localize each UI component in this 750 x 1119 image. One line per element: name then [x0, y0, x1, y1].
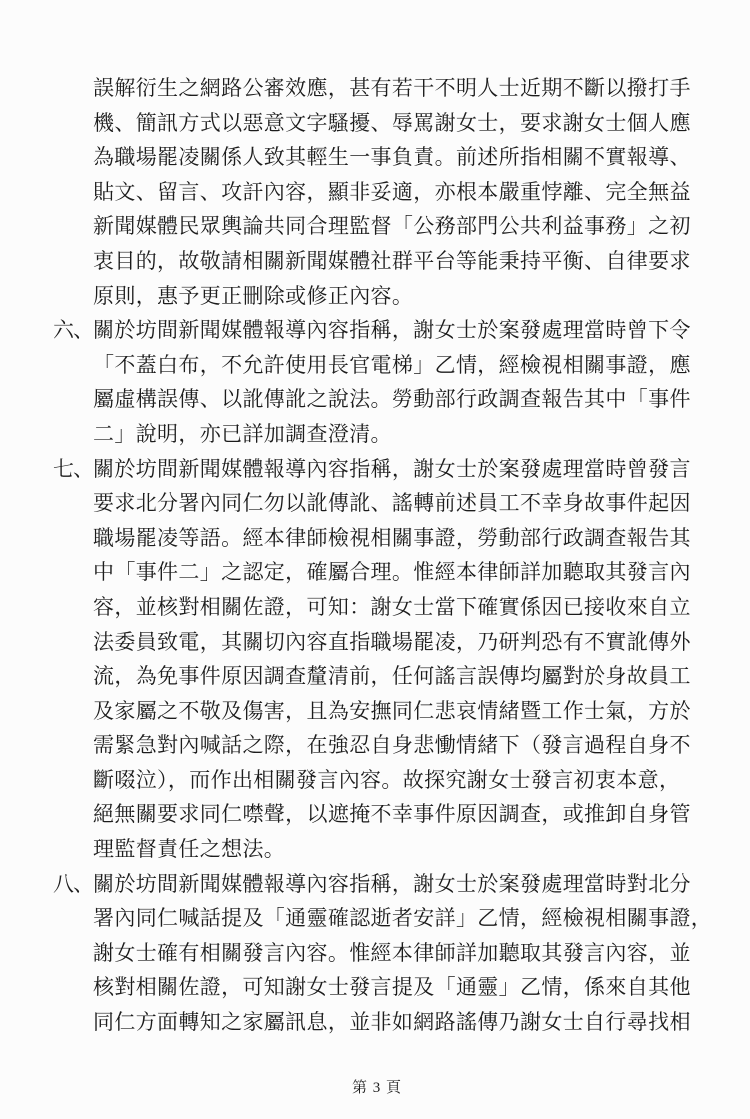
item-number-marker: 七、	[53, 456, 93, 481]
item-number-marker: 八、	[53, 871, 93, 896]
line-text: 容，並核對相關佐證，可知：謝女士當下確實係因已接收來自立	[93, 594, 691, 619]
line-text: 絕無關要求同仁噤聲，以遮掩不幸事件原因調查，或推卸自身管	[93, 802, 691, 827]
text-line	[53, 348, 713, 383]
intro-paragraph	[53, 71, 713, 313]
text-line	[53, 106, 713, 141]
text-line	[53, 313, 713, 348]
line-text: 需緊急對內喊話之際，在強忍自身悲慟情緒下（發言過程自身不	[93, 733, 691, 758]
line-text: 中「事件二」之認定，確屬合理。惟經本律師詳加聽取其發言內	[93, 560, 691, 585]
line-text: 誤解衍生之網路公審效應，甚有若干不明人士近期不斷以撥打手	[93, 76, 691, 100]
document-body	[53, 71, 713, 1040]
text-line	[53, 625, 713, 660]
text-line	[53, 901, 713, 936]
list-item-8	[53, 867, 713, 1040]
text-line	[53, 970, 713, 1005]
text-line	[53, 797, 713, 832]
text-line	[53, 1005, 713, 1040]
text-line	[53, 521, 713, 556]
text-line	[53, 763, 713, 798]
text-line	[53, 244, 713, 279]
item-number-marker: 六、	[53, 318, 93, 343]
line-text: 屬虛構誤傳、以訛傳訛之說法。勞動部行政調查報告其中「事件	[93, 387, 691, 412]
text-line	[53, 867, 713, 902]
line-text: 貼文、留言、攻訐內容，顯非妥適，亦根本嚴重悖離、完全無益	[93, 179, 691, 204]
list-item-6	[53, 313, 713, 451]
line-text: 二」說明，亦已詳加調查澄清。	[93, 421, 392, 446]
text-line	[53, 659, 713, 694]
text-line	[53, 382, 713, 417]
line-text: 原則，惠予更正刪除或修正內容。	[93, 283, 414, 308]
list-item-7	[53, 452, 713, 867]
line-text: 關於坊間新聞媒體報導內容指稱，謝女士於案發處理當時曾下令	[93, 318, 691, 343]
line-text: 斷啜泣），而作出相關發言內容。故探究謝女士發言初衷本意，	[93, 767, 681, 792]
text-line	[53, 590, 713, 625]
text-line	[53, 452, 713, 487]
line-text: 關於坊間新聞媒體報導內容指稱，謝女士於案發處理當時曾發言	[93, 456, 691, 481]
text-line	[53, 209, 713, 244]
text-line	[53, 694, 713, 729]
line-text: 為職場罷凌關係人致其輕生一事負責。前述所指相關不實報導、	[93, 145, 691, 170]
line-text: 衷目的，故敬請相關新聞媒體社群平台等能秉持平衡、自律要求	[93, 248, 691, 273]
line-text: 新聞媒體民眾輿論共同合理監督「公務部門公共利益事務」之初	[93, 214, 691, 239]
page-number: 第 3 頁	[351, 1080, 402, 1096]
text-line	[53, 936, 713, 971]
line-text: 同仁方面轉知之家屬訊息，並非如網路謠傳乃謝女士自行尋找相	[93, 1010, 691, 1035]
line-text: 流，為免事件原因調查釐清前，任何謠言誤傳均屬對於身故員工	[93, 664, 691, 689]
line-text: 理監督責任之想法。	[93, 837, 286, 862]
line-text: 署內同仁喊話提及「通靈確認逝者安詳」乙情，經檢視相關事證，	[93, 906, 713, 931]
line-text: 關於坊間新聞媒體報導內容指稱，謝女士於案發處理當時對北分	[93, 871, 691, 896]
text-line	[53, 417, 713, 452]
line-text: 要求北分署內同仁勿以訛傳訛、謠轉前述員工不幸身故事件起因	[93, 491, 691, 516]
line-text: 機、簡訊方式以惡意文字騷擾、辱罵謝女士，要求謝女士個人應	[93, 110, 691, 135]
text-line	[53, 555, 713, 590]
text-line	[53, 175, 713, 210]
line-text: 職場罷凌等語。經本律師檢視相關事證，勞動部行政調查報告其	[93, 525, 691, 550]
text-line	[53, 832, 713, 867]
text-line	[53, 71, 713, 106]
text-line	[53, 728, 713, 763]
line-text: 及家屬之不敬及傷害，且為安撫同仁悲哀情緒暨工作士氣，方於	[93, 698, 691, 723]
text-line	[53, 140, 713, 175]
text-line	[53, 279, 713, 314]
line-text: 法委員致電，其關切內容直指職場罷凌，乃研判恐有不實訛傳外	[93, 629, 691, 654]
line-text: 核對相關佐證，可知謝女士發言提及「通靈」乙情，係來自其他	[93, 975, 691, 1000]
text-line	[53, 486, 713, 521]
line-text: 謝女士確有相關發言內容。惟經本律師詳加聽取其發言內容，並	[93, 940, 691, 965]
line-text: 「不蓋白布，不允許使用長官電梯」乙情，經檢視相關事證，應	[93, 352, 691, 377]
